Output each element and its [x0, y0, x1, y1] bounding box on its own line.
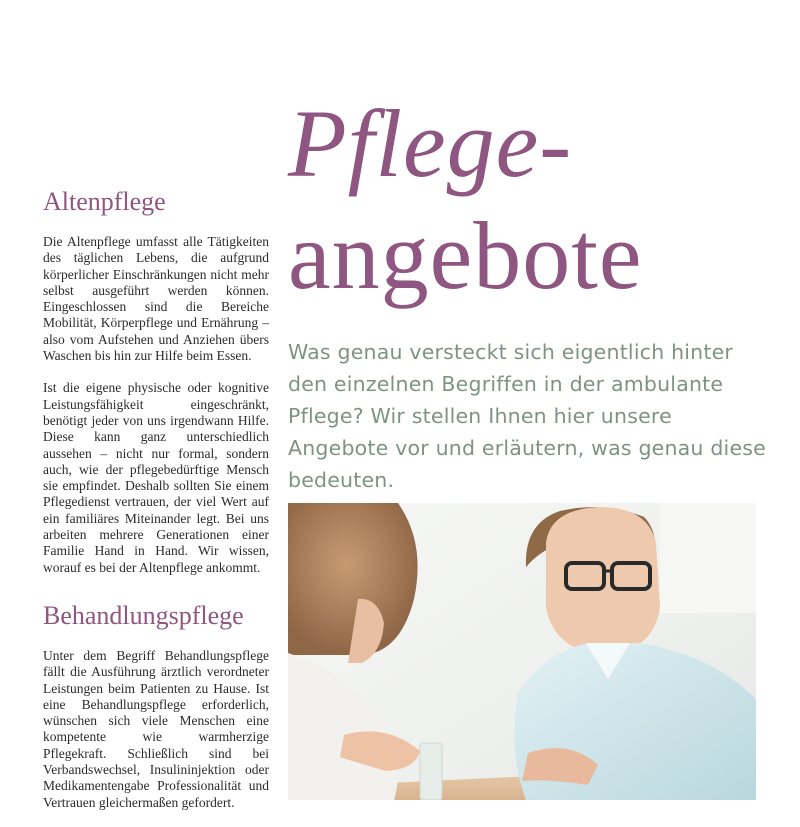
altenpflege-paragraph-1: Die Altenpflege umfasst alle Tätigkeiten des täglichen Lebens, die aufgrund körperlicher Einschränkungen nicht mehr selbst ausgeführt werden können. Eingeschlossen sind die Bereiche Mobilität, Körperpflege und Ernährung – also vom Aufstehen und Anziehen übers Waschen bis hin zur Hilfe beim Essen. — [43, 234, 269, 364]
sidebar-column — [43, 184, 269, 827]
consultation-photo — [288, 503, 756, 800]
section-title-altenpflege: Altenpflege — [43, 187, 166, 216]
page-title-line-2: angebote — [288, 202, 643, 309]
intro-text: Was genau versteckt sich eigentlich hinter den einzelnen Begriffen in der ambulante Pflege? Wir stellen Ihnen hier unsere Angebote vor und erläutern, was genau diese bedeuten. — [288, 340, 766, 492]
altenpflege-paragraph-2: Ist die eigene physische oder kognitive Leistungsfähigkeit eingeschränkt, benötigt jeder von uns irgendwann Hilfe. Diese kann ganz unterschiedlich aussehen – nicht nur formal, sondern auch, wie der pflegebedürftige Mensch sie empfindet. Deshalb sollten Sie einem Pflegedienst vertrauen, der viel Wert auf ein familiäres Miteinander legt. Bei uns arbeiten mehrere Generationen einer Familie Hand in Hand. Wir wissen, worauf es bei der Altenpflege ankommt. — [43, 380, 269, 575]
page-title-line-1: Pflege- — [288, 90, 573, 197]
behandlungspflege-paragraph-1: Unter dem Begriff Behandlungspflege fällt die Ausführung ärztlich verordneter Leistungen beim Patienten zu Hause. Ist eine Behandlungspflege erforderlich, wünschen sich viele Menschen eine kompetente wie warmherzige Pflegekraft. Schließlich sind bei Verbandswechsel, Insulininjektion oder Medikamentengabe Professionalität und Vertrauen gleichermaßen gefordert. — [43, 647, 269, 810]
section-title-behandlungspflege: Behandlungspflege — [43, 600, 244, 630]
page-title — [288, 88, 643, 312]
